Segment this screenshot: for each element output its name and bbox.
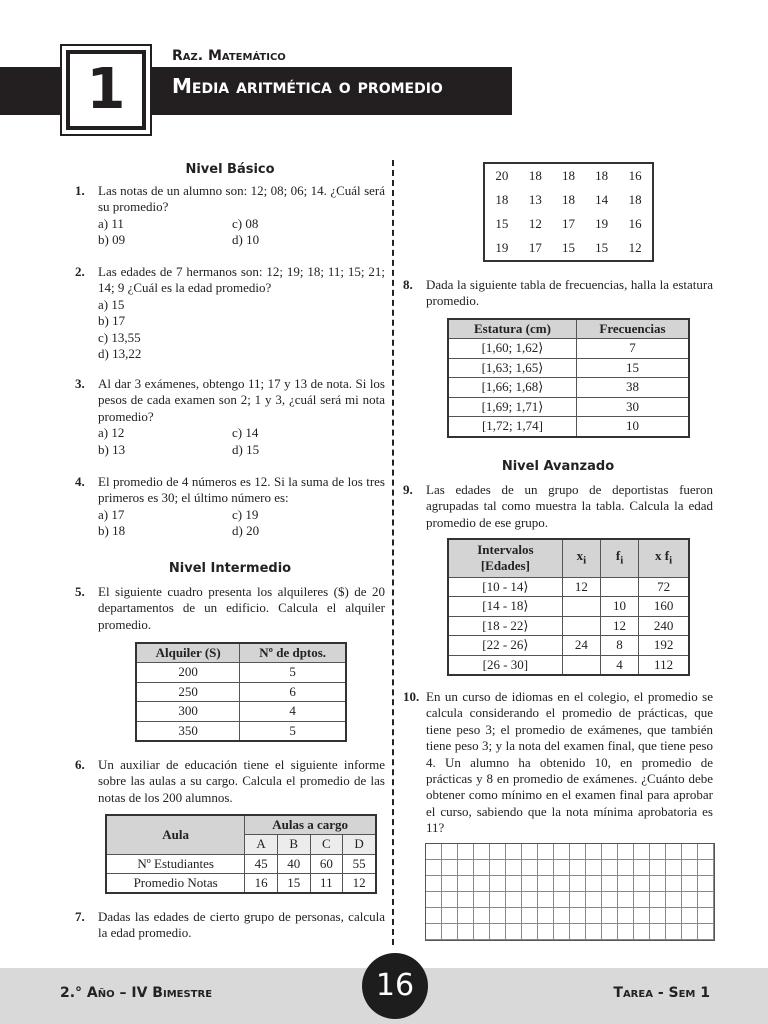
grid-cell <box>682 876 698 892</box>
question-9 <box>403 482 713 531</box>
grid-cell <box>618 892 634 908</box>
grid-cell <box>666 860 682 876</box>
column-divider <box>392 160 394 945</box>
cell <box>562 616 600 636</box>
option: b) 17 <box>98 313 126 329</box>
question-text: En un curso de idiomas en el colegio, el promedio se calcula considerando el promedio de prácticas, que tiene peso 3; el promedio de exámenes, que también tiene peso 3; y la nota del examen final, que tiene peso 4. Un alumno ha obtenido 10, en promedio de prácticas y 8 en promedio de exámenes. ¿Cuánto debe obtener como mínimo en el examen final para aprobar el curso, sabiendo que la nota mínima aprobatoria es 11? <box>426 689 713 836</box>
grid-cell <box>570 844 586 860</box>
option: c) 08 <box>232 215 259 231</box>
cell: 60 <box>310 854 343 874</box>
option: d) 13,22 <box>98 346 142 362</box>
cell: [1,69; 1,71⟩ <box>448 397 576 417</box>
grid-cell <box>554 908 570 924</box>
grid-cell <box>698 844 714 860</box>
cell <box>562 655 600 675</box>
question-6 <box>75 757 385 806</box>
grid-cell <box>458 876 474 892</box>
answer-grid <box>425 843 715 941</box>
grid-cell <box>618 876 634 892</box>
grid-cell <box>522 908 538 924</box>
grid-cell <box>458 860 474 876</box>
question-text: Las edades de un grupo de deportistas fueron agrupadas tal como muestra la tabla. Calcula la edad promedio de ese grupo. <box>426 482 713 530</box>
grid-cell <box>554 844 570 860</box>
table-row <box>484 237 653 262</box>
question-number: 2. <box>75 264 85 279</box>
cell: 20 <box>495 167 509 183</box>
grid-cell <box>602 860 618 876</box>
grid-cell <box>602 908 618 924</box>
chapter-number: 1 <box>66 50 146 130</box>
question-number: 10. <box>403 689 420 704</box>
option: b) 18 <box>98 523 126 539</box>
grid-cell <box>506 908 522 924</box>
cell: 16 <box>628 167 642 183</box>
table-row <box>448 655 689 675</box>
cell: 15 <box>277 874 310 894</box>
grid-cell <box>490 892 506 908</box>
cell: 12 <box>562 577 600 597</box>
cell: 30 <box>576 397 689 417</box>
grid-cell <box>666 892 682 908</box>
footer-task: Tarea - Sem 1 <box>613 985 710 1001</box>
grid-cell <box>490 924 506 940</box>
grid-cell <box>634 924 650 940</box>
cell: 13 <box>528 191 542 207</box>
grid-cell <box>682 908 698 924</box>
grid-cell <box>682 844 698 860</box>
cell: [26 - 30] <box>448 655 562 675</box>
grid-cell <box>586 892 602 908</box>
header-text: [Edades] <box>480 558 530 574</box>
grid-cell <box>698 892 714 908</box>
cell: D <box>343 835 376 855</box>
header-cell: Frecuencias <box>576 319 689 339</box>
cell: 5 <box>240 721 346 741</box>
option: a) 17 <box>98 506 125 522</box>
grid-cell <box>650 876 666 892</box>
cell: 17 <box>528 240 542 256</box>
grid-cell <box>682 924 698 940</box>
cell: 17 <box>561 216 575 232</box>
cell: [18 - 22⟩ <box>448 616 562 636</box>
cell: 8 <box>600 636 638 656</box>
cell: 16 <box>628 216 642 232</box>
grid-cell <box>522 924 538 940</box>
cell: 18 <box>628 191 642 207</box>
cell: Nº Estudiantes <box>106 854 245 874</box>
grid-cell <box>586 876 602 892</box>
grid-cell <box>602 924 618 940</box>
header-text: x f <box>655 547 670 563</box>
question-text: Un auxiliar de educación tiene el siguiente informe sobre las aulas a su cargo. Calcula el promedio de las notas de los 200 alumnos. <box>98 757 385 805</box>
grid-cell <box>698 908 714 924</box>
subject-label: Raz. Matemático <box>172 48 286 64</box>
cell: 4 <box>600 655 638 675</box>
grid-cell <box>650 844 666 860</box>
grid-cell <box>698 924 714 940</box>
cell: [10 - 14⟩ <box>448 577 562 597</box>
question-text: Dada la siguiente tabla de frecuencias, halla la estatura promedio. <box>426 277 713 309</box>
grid-cell <box>650 924 666 940</box>
cell: 7 <box>576 339 689 359</box>
grid-cell <box>586 860 602 876</box>
option: d) 20 <box>232 523 260 539</box>
table-row <box>448 616 689 636</box>
grid-cell <box>634 844 650 860</box>
grid-cell <box>554 876 570 892</box>
header-cell: Nº de dptos. <box>240 643 346 663</box>
question-1 <box>75 183 385 249</box>
cell: 24 <box>562 636 600 656</box>
question-number: 4. <box>75 474 85 489</box>
grid-cell <box>570 876 586 892</box>
grid-cell <box>426 908 442 924</box>
subscript: i <box>620 554 624 567</box>
grid-cell <box>554 892 570 908</box>
cell: 300 <box>136 702 240 722</box>
cell: 240 <box>639 616 689 636</box>
grid-cell <box>538 924 554 940</box>
grid-cell <box>538 892 554 908</box>
cell: [1,66; 1,68⟩ <box>448 378 576 398</box>
grid-cell <box>458 908 474 924</box>
cell: 11 <box>310 874 343 894</box>
classroom-table <box>105 814 377 894</box>
question-number: 8. <box>403 277 413 292</box>
cell: 38 <box>576 378 689 398</box>
level-advanced-heading: Nivel Avanzado <box>501 459 615 474</box>
page-number: 16 <box>362 953 428 1019</box>
rent-table <box>135 642 347 742</box>
option: d) 15 <box>232 441 260 457</box>
question-number: 3. <box>75 376 85 391</box>
header-cell: Aulas a cargo <box>245 815 376 835</box>
grid-cell <box>442 908 458 924</box>
grid-cell <box>570 892 586 908</box>
level-intermediate-heading: Nivel Intermedio <box>168 561 292 576</box>
grid-cell <box>538 860 554 876</box>
grid-cell <box>490 860 506 876</box>
grid-cell <box>458 924 474 940</box>
question-10 <box>403 689 713 837</box>
grid-cell <box>426 844 442 860</box>
question-3 <box>75 376 385 458</box>
grid-cell <box>554 860 570 876</box>
cell <box>562 597 600 617</box>
question-4 <box>75 474 385 540</box>
grid-cell <box>602 844 618 860</box>
table-row <box>448 597 689 617</box>
subscript: i <box>583 554 587 567</box>
question-number: 6. <box>75 757 85 772</box>
grid-cell <box>602 876 618 892</box>
grid-cell <box>522 892 538 908</box>
cell: 15 <box>561 240 575 256</box>
cell: 112 <box>639 655 689 675</box>
grid-cell <box>618 908 634 924</box>
cell: 18 <box>495 191 509 207</box>
cell: 12 <box>600 616 638 636</box>
grid-cell <box>506 892 522 908</box>
table-row <box>484 188 653 213</box>
grid-cell <box>538 876 554 892</box>
cell: 4 <box>240 702 346 722</box>
option: a) 12 <box>98 425 125 441</box>
question-text: Dadas las edades de cierto grupo de personas, calcula la edad promedio. <box>98 909 385 941</box>
option: c) 19 <box>232 506 259 522</box>
grid-cell <box>522 844 538 860</box>
cell: 12 <box>343 874 376 894</box>
grid-cell <box>618 924 634 940</box>
grid-cell <box>506 860 522 876</box>
grid-cell <box>586 844 602 860</box>
question-number: 1. <box>75 183 85 198</box>
grid-cell <box>474 892 490 908</box>
option: a) 15 <box>98 296 125 312</box>
cell: 10 <box>600 597 638 617</box>
grid-cell <box>666 876 682 892</box>
cell: B <box>277 835 310 855</box>
cell: 45 <box>245 854 278 874</box>
grid-cell <box>650 860 666 876</box>
height-frequency-table <box>447 318 690 438</box>
ages-table <box>483 162 654 262</box>
option: b) 09 <box>98 232 126 248</box>
chapter-number-box <box>60 44 152 136</box>
grid-cell <box>650 908 666 924</box>
cell: C <box>310 835 343 855</box>
grid-cell <box>442 876 458 892</box>
grid-cell <box>426 860 442 876</box>
question-5 <box>75 584 385 633</box>
question-text: El siguiente cuadro presenta los alquileres ($) de 20 departamentos de un edificio. Calcula el alquiler promedio. <box>98 584 385 632</box>
cell: 12 <box>528 216 542 232</box>
grid-cell <box>442 924 458 940</box>
grid-cell <box>442 860 458 876</box>
option: b) 13 <box>98 441 126 457</box>
grid-cell <box>490 876 506 892</box>
grid-cell <box>570 860 586 876</box>
cell: 18 <box>595 167 609 183</box>
cell: 18 <box>561 167 575 183</box>
cell: 5 <box>240 663 346 683</box>
cell: [1,60; 1,62⟩ <box>448 339 576 359</box>
grid-cell <box>650 892 666 908</box>
grid-cell <box>538 844 554 860</box>
table-row <box>484 163 653 188</box>
grid-cell <box>506 924 522 940</box>
option: a) 11 <box>98 215 124 231</box>
cell: 16 <box>245 874 278 894</box>
grid-cell <box>474 844 490 860</box>
cell: 192 <box>639 636 689 656</box>
grid-cell <box>474 908 490 924</box>
cell: 72 <box>639 577 689 597</box>
grid-cell <box>634 908 650 924</box>
grid-cell <box>522 876 538 892</box>
grid-cell <box>442 844 458 860</box>
grid-cell <box>458 892 474 908</box>
grid-cell <box>634 892 650 908</box>
cell: 55 <box>343 854 376 874</box>
cell: 15 <box>595 240 609 256</box>
question-text: Las notas de un alumno son: 12; 08; 06; 14. ¿Cuál será su promedio? <box>98 183 385 215</box>
grid-cell <box>586 908 602 924</box>
grid-cell <box>682 860 698 876</box>
cell: 250 <box>136 682 240 702</box>
grid-cell <box>634 860 650 876</box>
question-text: Las edades de 7 hermanos son: 12; 19; 18; 11; 15; 21; 14; 9 ¿Cuál es la edad promedio? <box>98 264 385 296</box>
cell: 15 <box>495 216 509 232</box>
cell: [14 - 18⟩ <box>448 597 562 617</box>
question-8 <box>403 277 713 310</box>
cell: 19 <box>595 216 609 232</box>
grid-cell <box>490 908 506 924</box>
grid-cell <box>682 892 698 908</box>
header-text: Intervalos <box>477 542 534 558</box>
grid-cell <box>586 924 602 940</box>
grid-cell <box>570 908 586 924</box>
cell: 14 <box>595 191 609 207</box>
grid-cell <box>554 924 570 940</box>
grid-cell <box>474 860 490 876</box>
grid-cell <box>474 876 490 892</box>
cell: Promedio Notas <box>106 874 245 894</box>
cell <box>600 577 638 597</box>
header-cell: Alquiler (S) <box>136 643 240 663</box>
grid-cell <box>538 908 554 924</box>
header-cell: Aula <box>106 815 245 854</box>
page-title: Media aritmética o promedio <box>172 74 443 98</box>
cell: [1,72; 1,74] <box>448 417 576 437</box>
grid-cell <box>426 924 442 940</box>
cell: 160 <box>639 597 689 617</box>
grid-cell <box>458 844 474 860</box>
cell: [22 - 26⟩ <box>448 636 562 656</box>
grid-cell <box>506 844 522 860</box>
grid-cell <box>634 876 650 892</box>
question-7 <box>75 909 385 942</box>
grid-cell <box>698 860 714 876</box>
cell: 19 <box>495 240 509 256</box>
option: d) 10 <box>232 232 260 248</box>
footer-grade: 2.° Año – IV Bimestre <box>60 985 213 1001</box>
grid-cell <box>522 860 538 876</box>
cell: 40 <box>277 854 310 874</box>
cell: 6 <box>240 682 346 702</box>
table-row <box>448 636 689 656</box>
question-text: Al dar 3 exámenes, obtengo 11; 17 y 13 de nota. Si los pesos de cada examen son 2; 1 y 3, ¿cuál será mi nota promedio? <box>98 376 385 424</box>
header-text: x <box>576 547 584 563</box>
question-text: El promedio de 4 números es 12. Si la suma de los tres primeros es 30; el último número es: <box>98 474 385 506</box>
grid-cell <box>442 892 458 908</box>
grid-cell <box>490 844 506 860</box>
subscript: i <box>669 554 673 567</box>
grid-cell <box>426 892 442 908</box>
grid-cell <box>618 844 634 860</box>
cell: [1,63; 1,65⟩ <box>448 358 576 378</box>
grid-cell <box>426 876 442 892</box>
option: c) 14 <box>232 425 259 441</box>
table-row <box>448 577 689 597</box>
cell: 18 <box>528 167 542 183</box>
grid-cell <box>698 876 714 892</box>
header-cell: Estatura (cm) <box>448 319 576 339</box>
table-row <box>484 212 653 237</box>
cell: 200 <box>136 663 240 683</box>
grid-cell <box>666 924 682 940</box>
level-basic-heading: Nivel Básico <box>185 162 275 177</box>
cell: 15 <box>576 358 689 378</box>
grid-cell <box>618 860 634 876</box>
grid-cell <box>506 876 522 892</box>
cell: 350 <box>136 721 240 741</box>
question-number: 5. <box>75 584 85 599</box>
age-intervals-table <box>447 538 690 676</box>
header-text: f <box>615 547 621 563</box>
grid-cell <box>474 924 490 940</box>
question-2 <box>75 264 385 362</box>
cell: 10 <box>576 417 689 437</box>
question-number: 9. <box>403 482 413 497</box>
grid-cell <box>666 908 682 924</box>
cell: 12 <box>628 240 642 256</box>
cell: 18 <box>561 191 575 207</box>
option: c) 13,55 <box>98 329 141 345</box>
grid-cell <box>666 844 682 860</box>
cell: A <box>245 835 278 855</box>
question-number: 7. <box>75 909 85 924</box>
grid-cell <box>602 892 618 908</box>
grid-cell <box>570 924 586 940</box>
